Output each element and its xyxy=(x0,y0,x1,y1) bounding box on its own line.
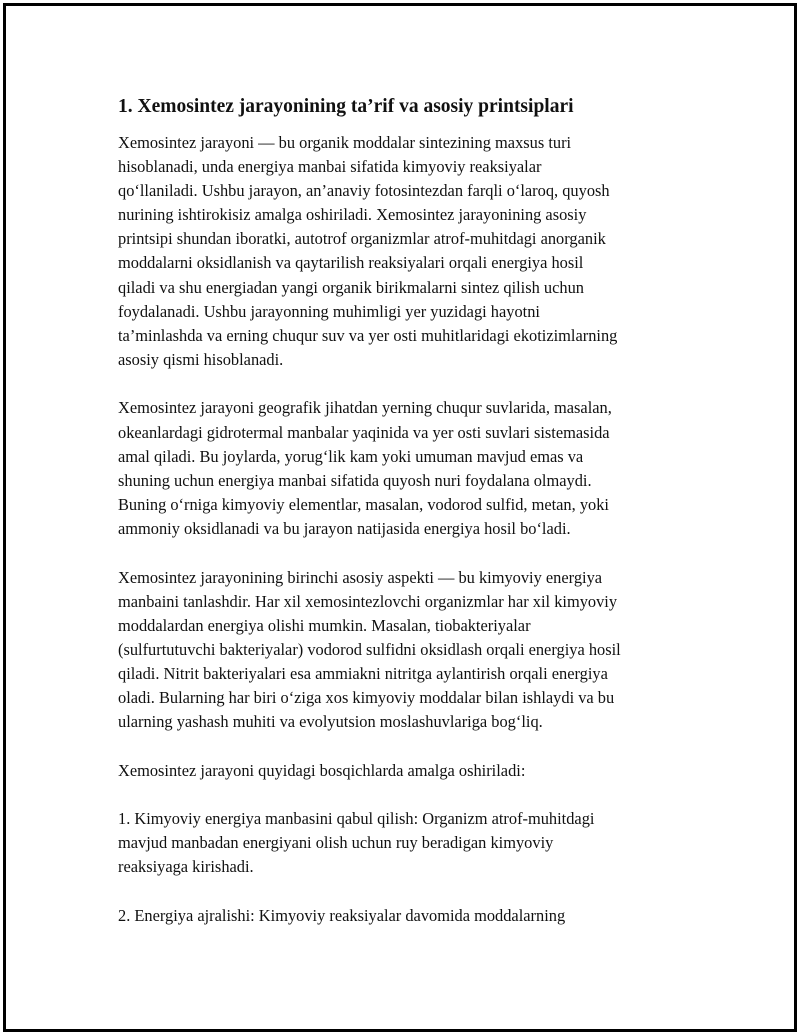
text-line: qiladi. Nitrit bakteriyalari esa ammiakni nitritga aylantirish orqali energiya xyxy=(118,663,608,683)
text-line: moddalarni oksidlanish va qaytarilish reaksiyalari orqali energiya hosil xyxy=(118,253,584,273)
text-line: printsipi shundan iboratki, autotrof organizmlar atrof-muhitdagi anorganik xyxy=(118,229,606,249)
document-body xyxy=(118,94,688,953)
text-line: qiladi va shu energiadan yangi organik birikmalarni sintez qilish uchun xyxy=(118,277,584,297)
section-heading: 1. Xemosintez jarayonining ta’rif va asosiy printsiplari xyxy=(118,96,574,117)
text-line: 2. Energiya ajralishi: Kimyoviy reaksiyalar davomida moddalarning xyxy=(118,906,566,926)
text-line: reaksiyaga kirishadi. xyxy=(118,857,254,877)
text-line: ta’minlashda va erning chuqur suv va yer osti muhitlaridagi ekotizimlarning xyxy=(118,325,618,345)
paragraph-energy-source xyxy=(118,566,688,735)
text-line: asosiy qismi hisoblanadi. xyxy=(118,349,284,369)
text-line: Xemosintez jarayoni geografik jihatdan yerning chuqur suvlarida, masalan, xyxy=(118,398,612,418)
paragraph-geography xyxy=(118,396,688,541)
text-line: oladi. Bularning har biri o‘ziga xos kimyoviy moddalar bilan ishlaydi va bu xyxy=(118,687,615,707)
text-line: amal qiladi. Bu joylarda, yorug‘lik kam yoki umuman mavjud emas va xyxy=(118,446,584,466)
paragraph-intro xyxy=(118,131,688,372)
paragraph-stages-intro xyxy=(118,759,688,783)
list-item-stage-1 xyxy=(118,807,688,879)
text-line: Xemosintez jarayoni quyidagi bosqichlarda amalga oshiriladi: xyxy=(118,760,526,780)
text-line: nurining ishtirokisiz amalga oshiriladi. Xemosintez jarayonining asosiy xyxy=(118,205,587,225)
text-line: mavjud manbadan energiyani olish uchun ruy beradigan kimyoviy xyxy=(118,833,554,853)
text-line: ammoniy oksidlanadi va bu jarayon natijasida energiya hosil bo‘ladi. xyxy=(118,518,571,538)
text-line: foydalanadi. Ushbu jarayonning muhimligi yer yuzidagi hayotni xyxy=(118,301,540,321)
text-line: 1. Kimyoviy energiya manbasini qabul qilish: Organizm atrof-muhitdagi xyxy=(118,809,595,829)
text-line: ularning yashash muhiti va evolyutsion moslashuvlariga bog‘liq. xyxy=(118,712,543,732)
text-line: (sulfurtutuvchi bakteriyalar) vodorod sulfidni oksidlash orqali energiya hosil xyxy=(118,639,621,659)
text-line: moddalardan energiya olishi mumkin. Masalan, tiobakteriyalar xyxy=(118,615,531,635)
text-line: Xemosintez jarayoni — bu organik moddalar sintezining maxsus turi xyxy=(118,133,572,152)
text-line: manbaini tanlashdir. Har xil xemosintezlovchi organizmlar har xil kimyoviy xyxy=(118,591,618,611)
text-line: shuning uchun energiya manbai sifatida quyosh nuri foydalana olmaydi. xyxy=(118,470,592,490)
text-line: hisoblanadi, unda energiya manbai sifatida kimyoviy reaksiyalar xyxy=(118,157,542,177)
list-item-stage-2 xyxy=(118,904,688,928)
text-line: Xemosintez jarayonining birinchi asosiy aspekti — bu kimyoviy energiya xyxy=(118,567,603,587)
text-line: Buning o‘rniga kimyoviy elementlar, masalan, vodorod sulfid, metan, yoki xyxy=(118,494,609,514)
text-line: qo‘llaniladi. Ushbu jarayon, an’anaviy fotosintezdan farqli o‘laroq, quyosh xyxy=(118,181,610,201)
text-line: okeanlardagi gidrotermal manbalar yaqinida va yer osti suvlari sistemasida xyxy=(118,422,610,442)
